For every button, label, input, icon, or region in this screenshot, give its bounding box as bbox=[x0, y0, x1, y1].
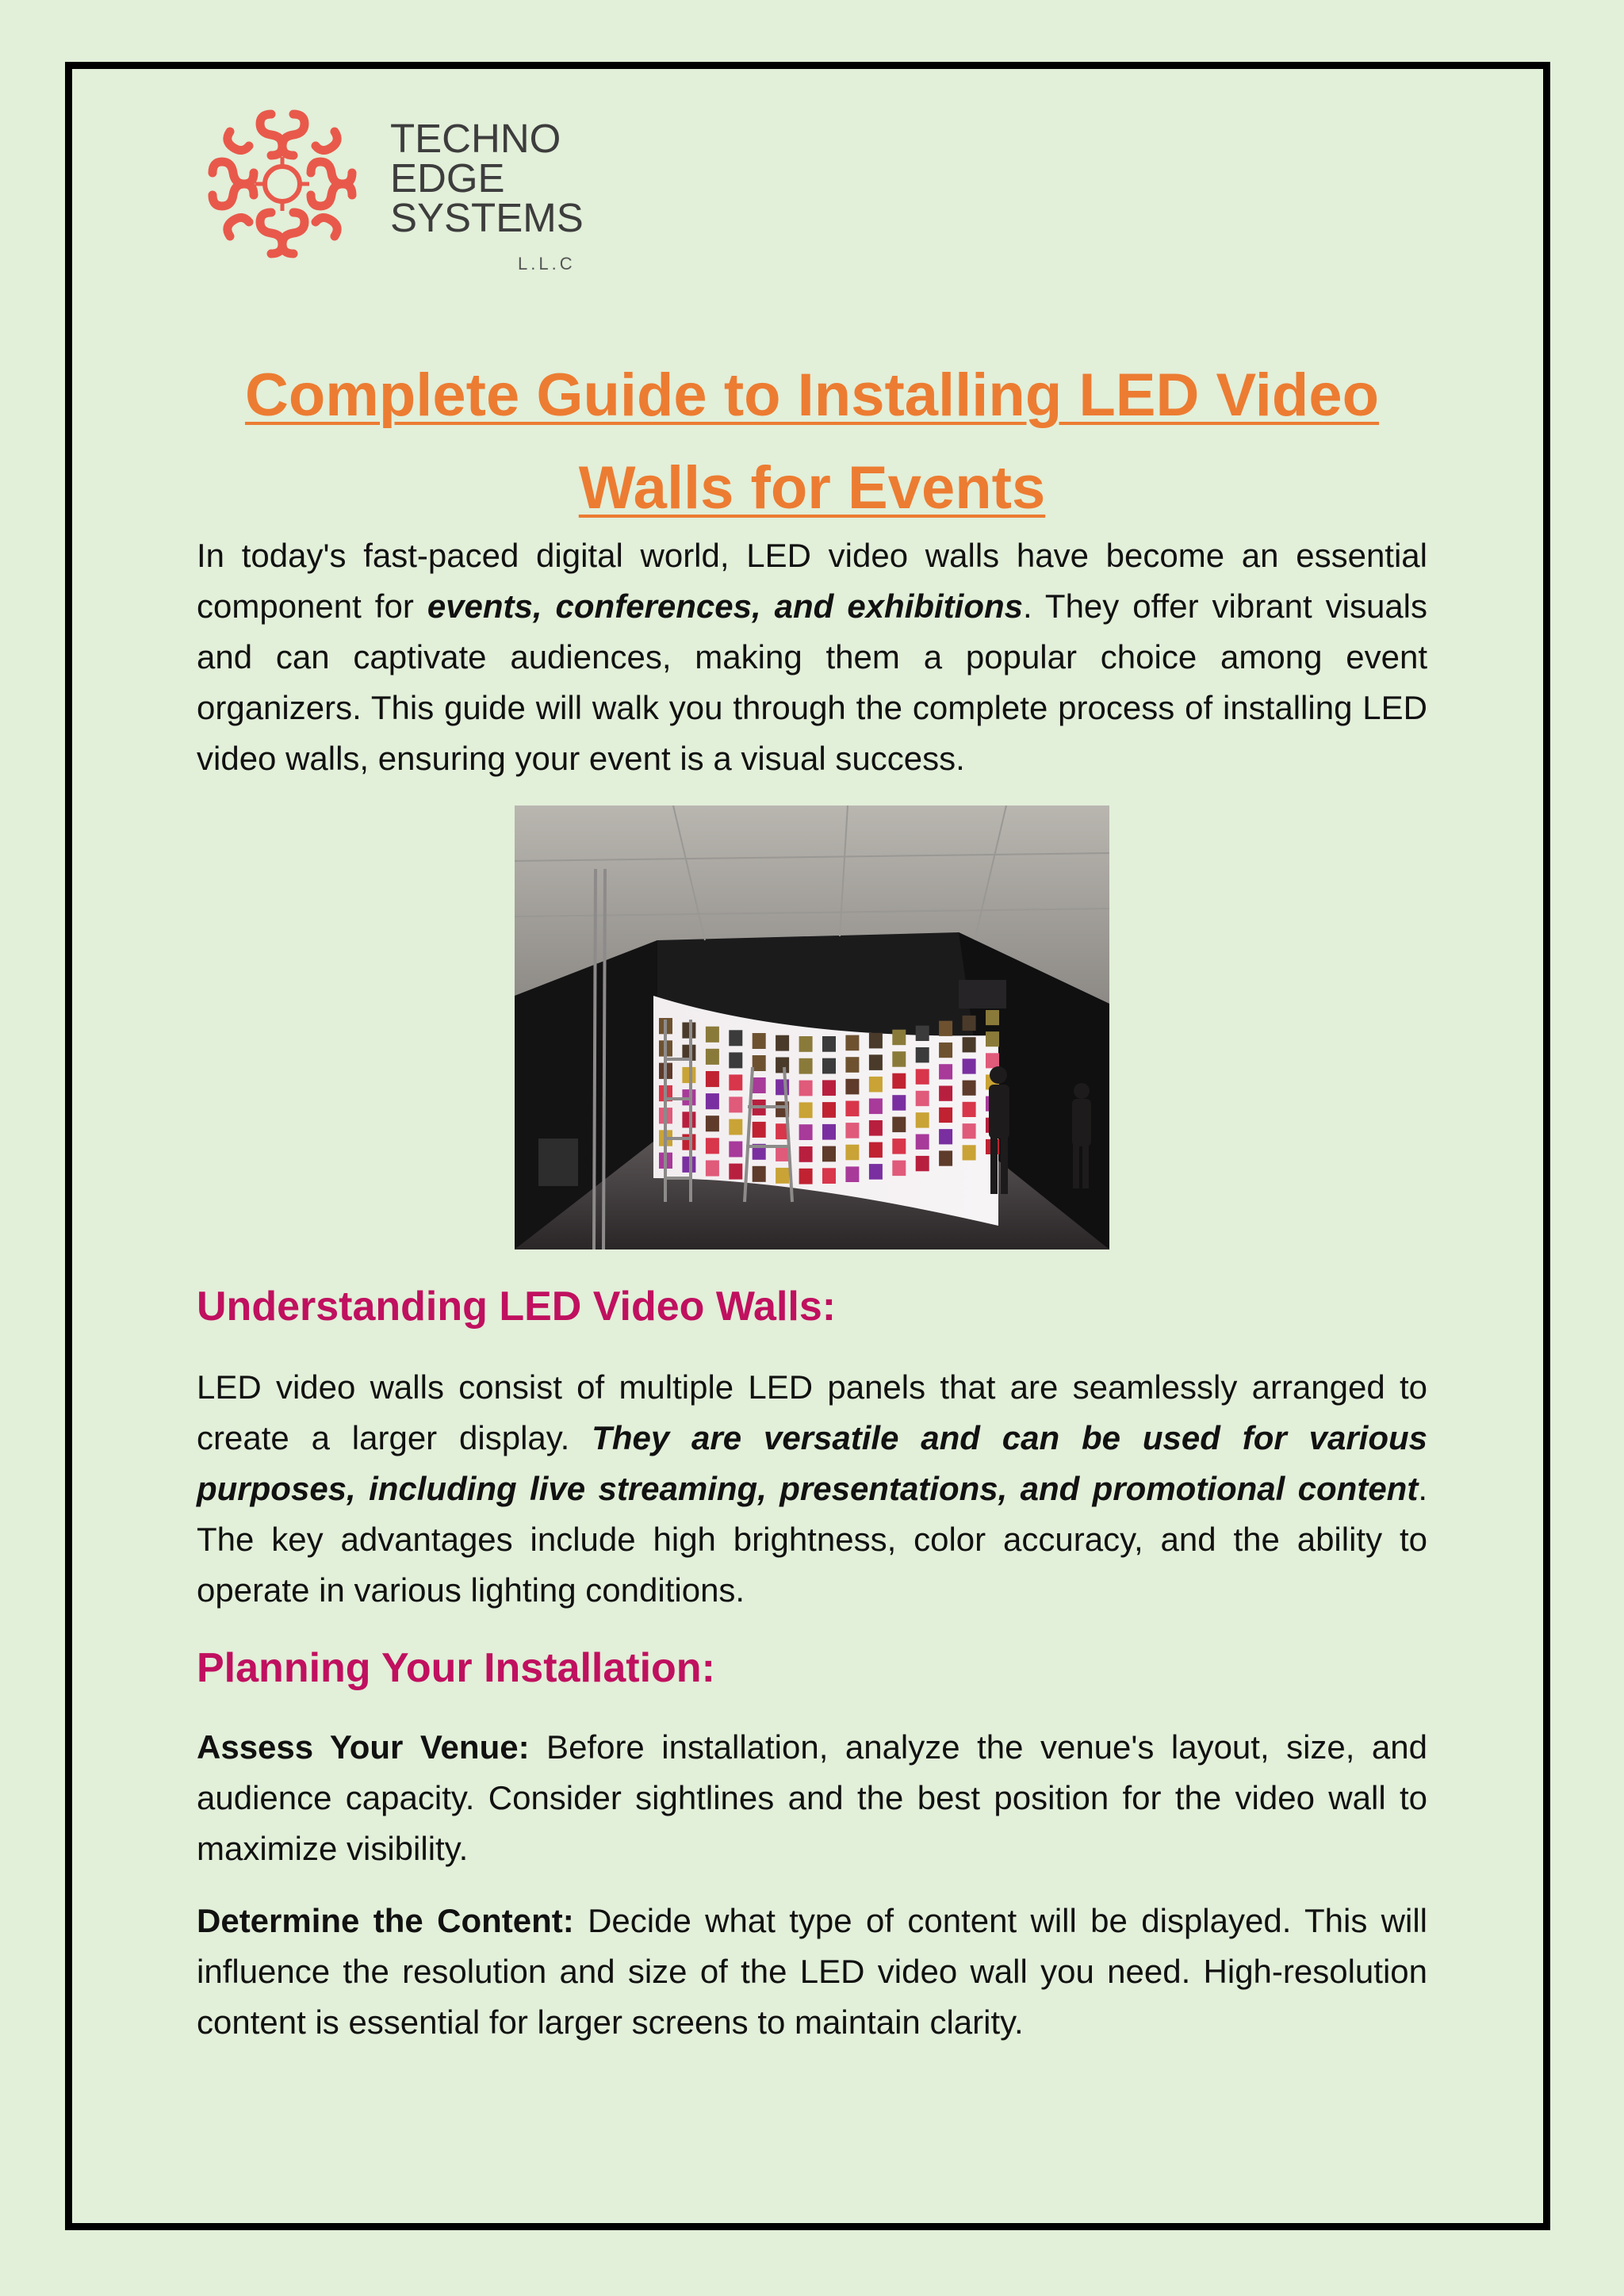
determine-content-text: Decide what type of content will be displayed. This will influence the resolution and size of the LED video wall you need. High-resolution content is essential for larger screens to maintain clarity. bbox=[197, 1902, 1427, 2041]
led-tile bbox=[822, 1146, 836, 1162]
led-tile bbox=[799, 1169, 813, 1184]
logo-line-techno: TECHNO bbox=[390, 116, 561, 161]
led-tile bbox=[753, 1122, 766, 1138]
logo-line-systems: SYSTEMS bbox=[390, 195, 584, 240]
led-tile bbox=[753, 1166, 766, 1182]
led-tile bbox=[939, 1064, 952, 1079]
led-tile bbox=[916, 1091, 929, 1106]
led-tile bbox=[892, 1138, 906, 1154]
section-heading-understanding: Understanding LED Video Walls: bbox=[197, 1284, 837, 1330]
led-tile bbox=[799, 1124, 813, 1140]
section-heading-planning: Planning Your Installation: bbox=[197, 1645, 715, 1691]
company-logo bbox=[195, 94, 592, 284]
led-tile bbox=[822, 1124, 836, 1140]
led-tile bbox=[916, 1112, 929, 1127]
led-tile bbox=[822, 1036, 836, 1052]
led-tile bbox=[682, 1067, 695, 1083]
understanding-emphasis: They are versatile and can be used for various purposes, including live streaming, presentations, and promotional content bbox=[197, 1419, 1427, 1507]
led-tile bbox=[869, 1164, 883, 1180]
led-tile bbox=[963, 1016, 976, 1031]
led-tile bbox=[682, 1023, 695, 1039]
led-tile bbox=[892, 1073, 906, 1089]
led-tile bbox=[799, 1146, 813, 1162]
led-tile bbox=[706, 1138, 719, 1154]
led-tile bbox=[845, 1079, 859, 1095]
led-tile bbox=[799, 1058, 813, 1074]
led-tile bbox=[706, 1115, 719, 1131]
led-tile bbox=[776, 1058, 789, 1073]
led-tile bbox=[939, 1108, 952, 1123]
led-tile bbox=[776, 1168, 789, 1184]
intro-paragraph bbox=[197, 530, 1427, 784]
led-tile bbox=[822, 1058, 836, 1074]
page-title: Complete Guide to Installing LED Video Walls for Events bbox=[244, 362, 1380, 522]
led-tile bbox=[963, 1058, 976, 1073]
led-tile bbox=[963, 1145, 976, 1160]
led-tile bbox=[916, 1069, 929, 1084]
intro-text-start: In today's fast-paced digital world, LED video walls have become an essential component for bbox=[197, 537, 1427, 625]
led-tile bbox=[706, 1027, 719, 1043]
led-tile bbox=[729, 1164, 742, 1180]
led-tile bbox=[869, 1120, 883, 1136]
led-tile bbox=[729, 1030, 742, 1046]
understanding-text-end: . The key advantages include high brightness, color accuracy, and the ability to operate in various lighting conditions. bbox=[197, 1470, 1427, 1609]
led-tile bbox=[753, 1033, 766, 1049]
led-tile bbox=[753, 1055, 766, 1071]
intro-emphasis: events, conferences, and exhibitions bbox=[427, 587, 1024, 625]
led-tile bbox=[869, 1099, 883, 1115]
assess-venue-text: Before installation, analyze the venue's layout, size, and audience capacity. Consider sightlines and the best position for the video wall to maximize visibility. bbox=[197, 1728, 1428, 1867]
led-tile bbox=[939, 1021, 952, 1036]
led-tile bbox=[963, 1123, 976, 1138]
led-tile bbox=[845, 1035, 859, 1051]
led-tile bbox=[939, 1043, 952, 1058]
led-tile bbox=[892, 1117, 906, 1133]
led-tile bbox=[799, 1081, 813, 1096]
led-tile bbox=[986, 1053, 999, 1068]
led-tile bbox=[682, 1112, 695, 1127]
intro-text-end: . They offer vibrant visuals and can captivate audiences, making them a popular choice among event organizers. This guide will walk you through the complete process of installing LED video walls, ensuring your event is a visual success. bbox=[197, 587, 1427, 777]
led-tile bbox=[845, 1123, 859, 1138]
understanding-paragraph bbox=[197, 1362, 1427, 1616]
led-tile bbox=[729, 1119, 742, 1135]
led-tile bbox=[939, 1129, 952, 1144]
logo-suffix: L.L.C bbox=[518, 254, 576, 274]
led-tile bbox=[916, 1156, 929, 1171]
led-tile bbox=[845, 1101, 859, 1117]
led-tile bbox=[916, 1047, 929, 1062]
led-tile bbox=[892, 1030, 906, 1046]
understanding-text-start: LED video walls consist of multiple LED panels that are seamlessly arranged to create a larger display. bbox=[197, 1368, 1427, 1456]
led-tile bbox=[706, 1161, 719, 1177]
led-tile bbox=[706, 1071, 719, 1087]
led-tile bbox=[753, 1077, 766, 1093]
led-tile bbox=[892, 1095, 906, 1111]
led-tile bbox=[682, 1135, 695, 1150]
led-tile bbox=[706, 1093, 719, 1109]
led-tile bbox=[963, 1037, 976, 1052]
led-tile bbox=[963, 1081, 976, 1096]
led-tile bbox=[822, 1102, 836, 1118]
led-tile bbox=[845, 1166, 859, 1182]
led-tile bbox=[706, 1049, 719, 1065]
led-tile bbox=[845, 1057, 859, 1073]
assess-venue-label: Assess Your Venue: bbox=[197, 1728, 530, 1766]
led-tile bbox=[729, 1052, 742, 1068]
led-tile bbox=[682, 1157, 695, 1173]
led-tile bbox=[729, 1096, 742, 1112]
led-tile bbox=[869, 1077, 883, 1093]
led-tile bbox=[869, 1142, 883, 1158]
determine-content-label: Determine the Content: bbox=[197, 1902, 574, 1939]
assess-venue-paragraph bbox=[197, 1722, 1427, 1874]
sun-s-pattern-icon bbox=[195, 97, 370, 271]
led-tile bbox=[916, 1026, 929, 1041]
led-tile bbox=[892, 1051, 906, 1067]
led-tile bbox=[869, 1054, 883, 1070]
determine-content-paragraph bbox=[197, 1896, 1427, 2048]
led-tile bbox=[729, 1142, 742, 1158]
led-tile bbox=[822, 1080, 836, 1096]
logo-line-edge: EDGE bbox=[390, 155, 505, 201]
led-tile bbox=[845, 1145, 859, 1161]
led-tile bbox=[986, 1031, 999, 1047]
led-tile bbox=[822, 1168, 836, 1184]
led-tile bbox=[963, 1102, 976, 1117]
led-tile bbox=[986, 1010, 999, 1025]
led-tile bbox=[939, 1086, 952, 1101]
led-tile bbox=[776, 1035, 789, 1051]
led-tile bbox=[799, 1102, 813, 1118]
led-tile bbox=[869, 1033, 883, 1049]
led-tile bbox=[729, 1074, 742, 1090]
led-wall-event-photo bbox=[515, 806, 1109, 1249]
led-tile bbox=[799, 1036, 813, 1052]
led-tile bbox=[939, 1150, 952, 1165]
led-tile bbox=[916, 1135, 929, 1150]
led-tile bbox=[892, 1161, 906, 1177]
